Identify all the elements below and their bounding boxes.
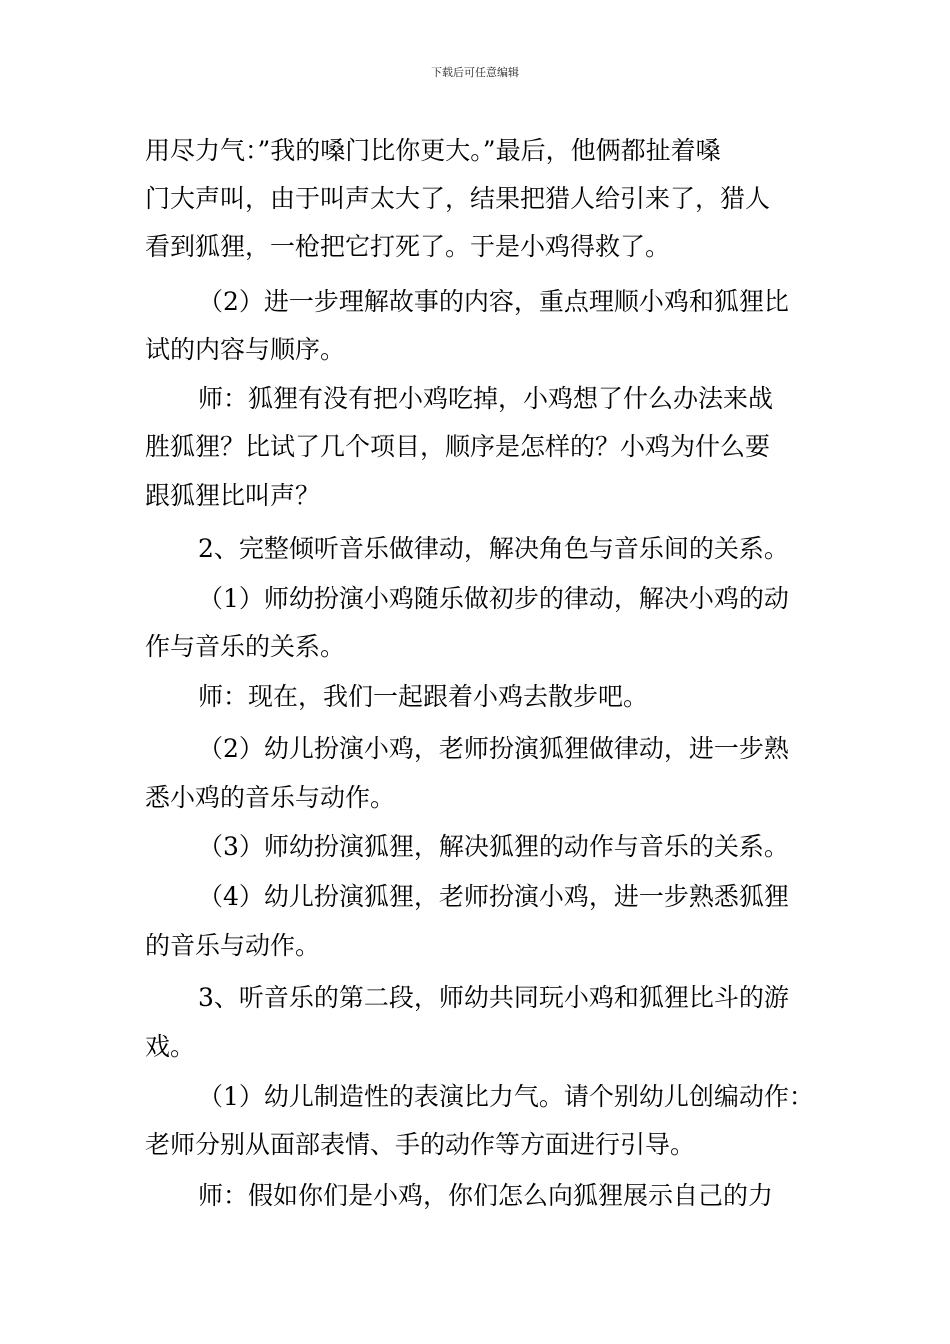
text-line: （3）师幼扮演狐狸，解决狐狸的动作与音乐的关系。 bbox=[198, 832, 789, 861]
text-line: 老师分别从面部表情、手的动作等方面进行引导。 bbox=[145, 1130, 696, 1159]
text-line: （2）幼儿扮演小鸡，老师扮演狐狸做律动，进一步熟 bbox=[198, 734, 789, 763]
text-line: 2、完整倾听音乐做律动，解决角色与音乐间的关系。 bbox=[198, 534, 789, 563]
text-line: 用尽力气：”我的嗓门比你更大。”最后，他俩都扯着嗓 bbox=[145, 136, 721, 165]
text-line: 胜狐狸？比试了几个项目，顺序是怎样的？小鸡为什么要 bbox=[145, 432, 771, 461]
text-line: 3、听音乐的第二段，师幼共同玩小鸡和狐狸比斗的游 bbox=[198, 983, 789, 1012]
text-line: 跟狐狸比叫声？ bbox=[145, 481, 321, 510]
text-line: 戏。 bbox=[145, 1032, 196, 1061]
text-line: （2）进一步理解故事的内容，重点理顺小鸡和狐狸比 bbox=[198, 287, 789, 316]
text-line: （1）师幼扮演小鸡随乐做初步的律动，解决小鸡的动 bbox=[198, 584, 789, 613]
text-line: 门大声叫，由于叫声太大了，结果把猎人给引来了，猎人 bbox=[145, 184, 771, 213]
text-line: 师：狐狸有没有把小鸡吃掉，小鸡想了什么办法来战 bbox=[198, 384, 774, 413]
page-header: 下载后可任意编辑 bbox=[431, 66, 519, 79]
text-line: 试的内容与顺序。 bbox=[145, 335, 346, 364]
text-line: 师：现在，我们一起跟着小鸡去散步吧。 bbox=[198, 682, 649, 711]
text-line: 作与音乐的关系。 bbox=[145, 632, 346, 661]
text-line: 的音乐与动作。 bbox=[145, 931, 321, 960]
text-line: 师：假如你们是小鸡，你们怎么向狐狸展示自己的力 bbox=[198, 1181, 774, 1210]
text-line: 悉小鸡的音乐与动作。 bbox=[145, 783, 396, 812]
text-line: （1）幼儿制造性的表演比力气。请个别幼儿创编动作： bbox=[198, 1082, 814, 1111]
text-line: （4）幼儿扮演狐狸，老师扮演小鸡，进一步熟悉狐狸 bbox=[198, 882, 789, 911]
text-line: 看到狐狸，一枪把它打死了。于是小鸡得救了。 bbox=[145, 232, 671, 261]
